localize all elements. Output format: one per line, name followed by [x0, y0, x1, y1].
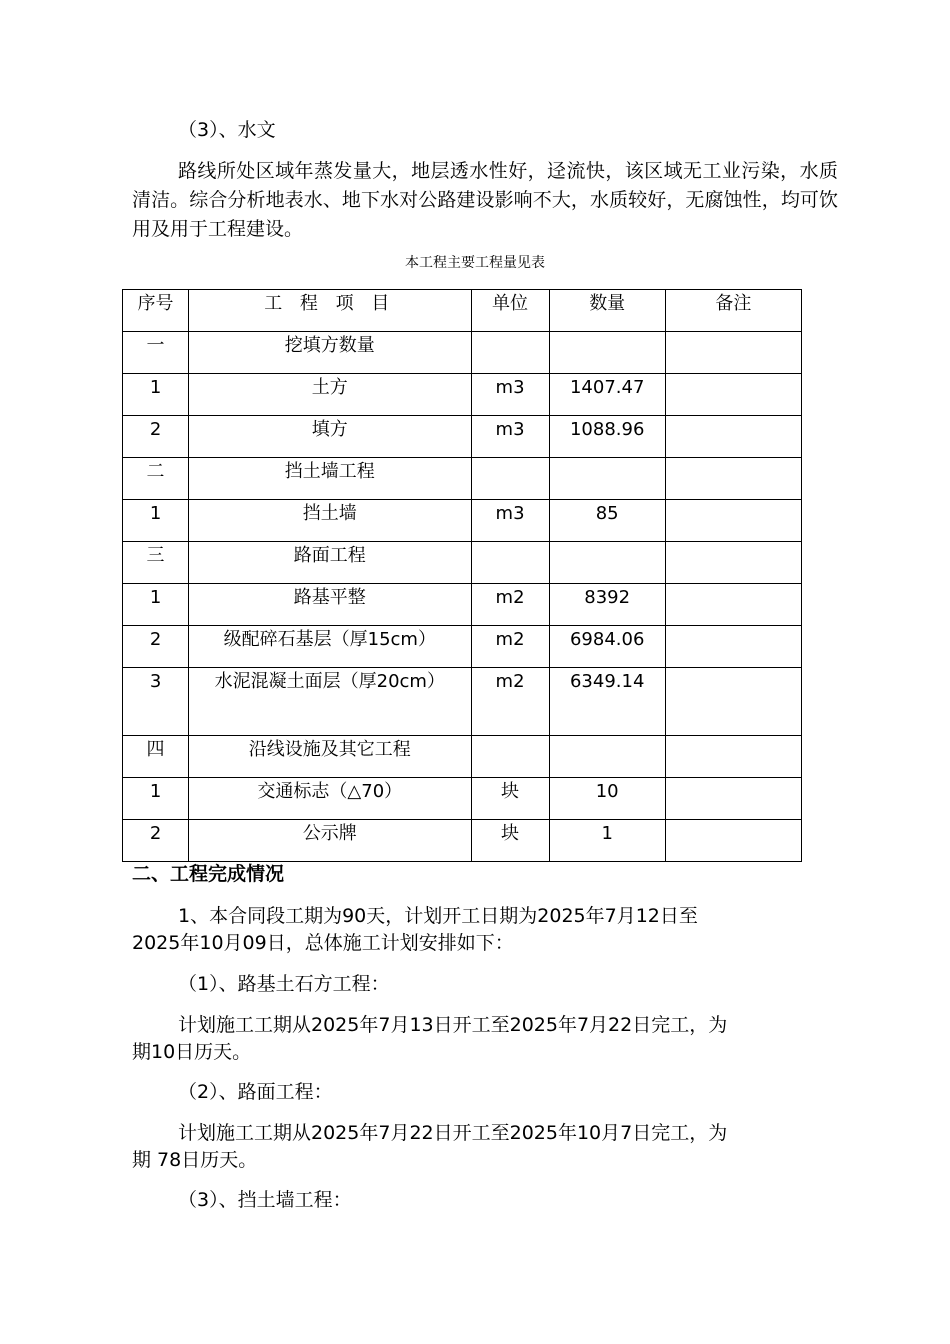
cell-unit: [471, 458, 549, 500]
cell-unit: 块: [471, 778, 549, 820]
table-row: [123, 820, 802, 862]
subsection-2-line1: 计划施工工期从2025年7月22日开工至2025年10月7日完工，为: [178, 1122, 728, 1144]
table-row: [123, 584, 802, 626]
header-cell-unit: 单位: [471, 290, 549, 332]
cell-remarks: [665, 626, 801, 668]
cell-remarks: [665, 820, 801, 862]
header-cell-remarks: 备注: [665, 290, 801, 332]
subsection-1-line2: 期10日历天。: [132, 1041, 252, 1063]
cell-item: 交通标志（△70）: [189, 778, 471, 820]
cell-unit: m3: [471, 374, 549, 416]
cell-quantity: 1407.47: [549, 374, 665, 416]
cell-unit: m2: [471, 626, 549, 668]
cell-index: 1: [123, 500, 189, 542]
completion-heading: 二、工程完成情况: [132, 863, 285, 885]
cell-quantity: 6984.06: [549, 626, 665, 668]
cell-remarks: [665, 668, 801, 736]
table-row: [123, 778, 802, 820]
cell-quantity: 1088.96: [549, 416, 665, 458]
table-row: [123, 736, 802, 778]
cell-unit: m3: [471, 500, 549, 542]
table-row: [123, 458, 802, 500]
cell-index: 三: [123, 542, 189, 584]
table-row: [123, 542, 802, 584]
hydrology-paragraph: 路线所处区域年蒸发量大，地层透水性好，迳流快，该区域无工业污染，水质清洁。综合分析地表水、地下水对公路建设影响不大，水质较好，无腐蚀性，均可饮用及用于工程建设。: [132, 160, 838, 240]
table-row: [123, 668, 802, 736]
cell-quantity: 1: [549, 820, 665, 862]
cell-remarks: [665, 332, 801, 374]
table-row: [123, 500, 802, 542]
table-caption: 本工程主要工程量见表: [405, 255, 545, 271]
cell-item: 路基平整: [189, 584, 471, 626]
header-cell-index: 序号: [123, 290, 189, 332]
cell-index: 2: [123, 416, 189, 458]
cell-item: 级配碎石基层（厚15cm）: [189, 626, 471, 668]
subsection-1-line1: 计划施工工期从2025年7月13日开工至2025年7月22日完工，为: [178, 1014, 728, 1036]
completion-p1-line1: 1、本合同段工期为90天，计划开工日期为2025年7月12日至: [178, 905, 698, 927]
cell-index: 1: [123, 778, 189, 820]
subsection-2-line2: 期 78日历天。: [132, 1149, 258, 1171]
cell-unit: [471, 332, 549, 374]
cell-item: 填方: [189, 416, 471, 458]
header-cell-quantity: 数量: [549, 290, 665, 332]
cell-item: 土方: [189, 374, 471, 416]
cell-quantity: 6349.14: [549, 668, 665, 736]
cell-remarks: [665, 736, 801, 778]
cell-index: 四: [123, 736, 189, 778]
table-row: [123, 416, 802, 458]
cell-remarks: [665, 584, 801, 626]
cell-quantity: [549, 542, 665, 584]
cell-unit: m3: [471, 416, 549, 458]
cell-quantity: [549, 736, 665, 778]
subsection-1-heading: （1）、路基土石方工程：: [178, 973, 390, 995]
cell-unit: [471, 542, 549, 584]
cell-item: 公示牌: [189, 820, 471, 862]
table-row: [123, 374, 802, 416]
cell-index: 3: [123, 668, 189, 736]
hydrology-heading: （3）、水文: [178, 119, 276, 141]
cell-index: 二: [123, 458, 189, 500]
subsection-3-heading: （3）、挡土墙工程：: [178, 1189, 352, 1211]
cell-index: 一: [123, 332, 189, 374]
cell-remarks: [665, 500, 801, 542]
cell-index: 2: [123, 626, 189, 668]
cell-remarks: [665, 458, 801, 500]
table-header-row: [123, 290, 802, 332]
cell-item: 挡土墙: [189, 500, 471, 542]
cell-index: 1: [123, 584, 189, 626]
cell-item: 沿线设施及其它工程: [189, 736, 471, 778]
cell-index: 1: [123, 374, 189, 416]
cell-index: 2: [123, 820, 189, 862]
cell-item: 挡土墙工程: [189, 458, 471, 500]
subsection-2-heading: （2）、路面工程：: [178, 1081, 333, 1103]
cell-unit: 块: [471, 820, 549, 862]
cell-remarks: [665, 374, 801, 416]
cell-remarks: [665, 416, 801, 458]
cell-quantity: [549, 332, 665, 374]
cell-quantity: 10: [549, 778, 665, 820]
completion-p1-line2: 2025年10月09日，总体施工计划安排如下：: [132, 932, 514, 954]
cell-quantity: [549, 458, 665, 500]
cell-unit: [471, 736, 549, 778]
header-cell-item: 工 程 项 目: [189, 290, 471, 332]
cell-remarks: [665, 542, 801, 584]
table-row: [123, 626, 802, 668]
cell-quantity: 8392: [549, 584, 665, 626]
cell-item: 水泥混凝土面层（厚20cm）: [189, 668, 471, 736]
cell-remarks: [665, 778, 801, 820]
table-row: [123, 332, 802, 374]
cell-unit: m2: [471, 668, 549, 736]
cell-unit: m2: [471, 584, 549, 626]
cell-item: 路面工程: [189, 542, 471, 584]
cell-quantity: 85: [549, 500, 665, 542]
quantity-table: [122, 289, 802, 862]
cell-item: 挖填方数量: [189, 332, 471, 374]
